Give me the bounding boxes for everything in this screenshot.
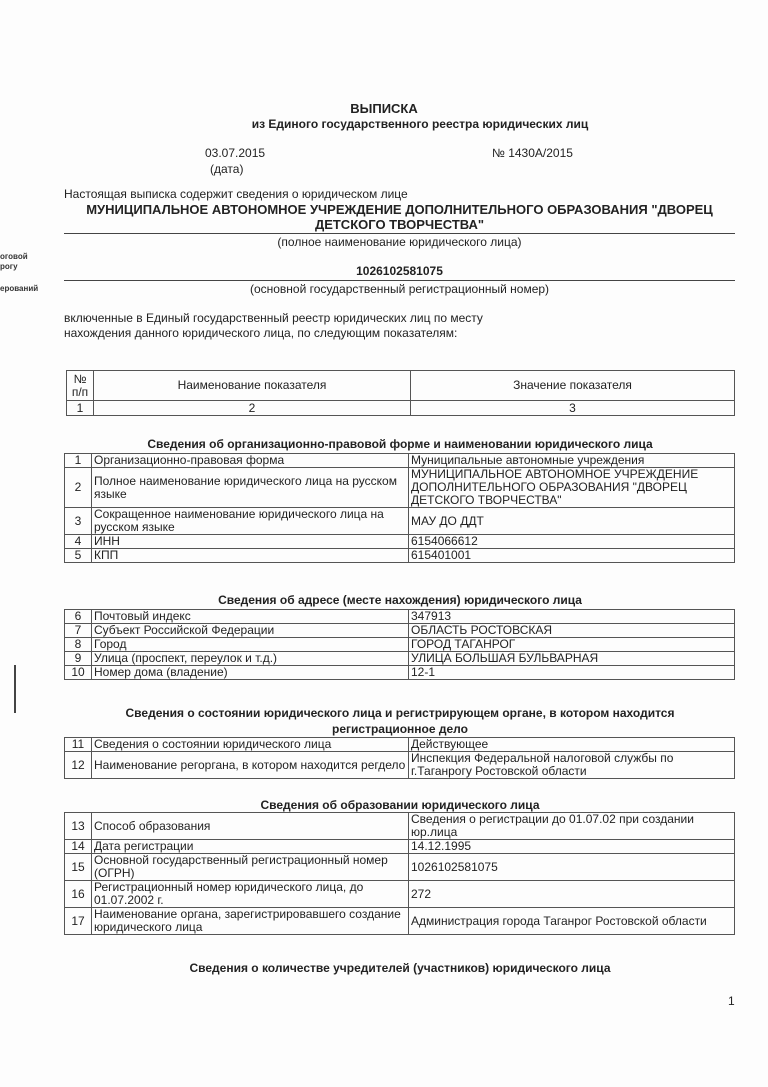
table-row xyxy=(65,813,735,840)
section-table xyxy=(64,453,735,563)
indicator-name: Наименование регоргана, в котором находится регдело xyxy=(92,752,409,779)
indicator-name: Дата регистрации xyxy=(92,840,409,854)
doc-subtitle: из Единого государственного реестра юридических лиц xyxy=(251,117,589,131)
indicator-value: ГОРОД ТАГАНРОГ xyxy=(409,638,735,652)
included-line1: включенные в Единый государственный реестр юридических лиц по месту xyxy=(64,311,483,325)
page-number: 1 xyxy=(728,994,735,1008)
stamp-line: оговой xyxy=(0,252,28,261)
ogrn-value: 1026102581075 xyxy=(356,264,443,278)
row-number: 16 xyxy=(65,881,92,908)
table-row xyxy=(65,652,735,666)
row-number: 6 xyxy=(65,610,92,624)
indicator-value: 14.12.1995 xyxy=(409,840,735,854)
table-row xyxy=(65,752,735,779)
margin-stamp xyxy=(0,252,38,294)
col-value: Значение показателя xyxy=(411,371,735,401)
indicator-value: ОБЛАСТЬ РОСТОВСКАЯ xyxy=(409,624,735,638)
indicator-value: 1026102581075 xyxy=(409,854,735,881)
col-index: 1 xyxy=(67,401,94,416)
divider xyxy=(64,233,735,234)
table-row xyxy=(65,454,735,468)
indicator-name: Улица (проспект, переулок и т.д.) xyxy=(92,652,409,666)
indicator-value: Сведения о регистрации до 01.07.02 при создании юр.лица xyxy=(409,813,735,840)
table-row xyxy=(65,840,735,854)
indicator-value: МАУ ДО ДДТ xyxy=(409,508,735,535)
col-index: 3 xyxy=(411,401,735,416)
date-caption: (дата) xyxy=(210,162,244,176)
org-name-line1: МУНИЦИПАЛЬНОЕ АВТОНОМНОЕ УЧРЕЖДЕНИЕ ДОПОЛНИТЕЛЬНОГО ОБРАЗОВАНИЯ "ДВОРЕЦ xyxy=(86,202,713,217)
indicator-name: Полное наименование юридического лица на русском языке xyxy=(92,468,409,508)
row-number: 12 xyxy=(65,752,92,779)
table-row xyxy=(65,738,735,752)
indicator-name: Основной государственный регистрационный номер (ОГРН) xyxy=(92,854,409,881)
indicator-name: Способ образования xyxy=(92,813,409,840)
indicator-value: Инспекция Федеральной налоговой службы по г.Таганрогу Ростовской области xyxy=(409,752,735,779)
section-table xyxy=(64,737,735,779)
doc-number: № 1430А/2015 xyxy=(492,146,573,160)
table-row xyxy=(65,881,735,908)
section-title: Сведения о состоянии юридического лица и регистрирующем органе, в котором находится регистрационное дело xyxy=(125,706,675,736)
indicator-name: КПП xyxy=(92,549,409,563)
table-row xyxy=(65,624,735,638)
table-row xyxy=(65,610,735,624)
col-name: Наименование показателя xyxy=(94,371,411,401)
indicator-name: Наименование органа, зарегистрировавшего создание юридического лица xyxy=(92,908,409,935)
indicator-name: Регистрационный номер юридического лица, до 01.07.2002 г. xyxy=(92,881,409,908)
table-row xyxy=(65,508,735,535)
row-number: 10 xyxy=(65,666,92,680)
indicator-value: УЛИЦА БОЛЬШАЯ БУЛЬВАРНАЯ xyxy=(409,652,735,666)
doc-title: ВЫПИСКА xyxy=(350,101,418,116)
header-table xyxy=(66,370,735,416)
table-row xyxy=(65,854,735,881)
indicator-name: Город xyxy=(92,638,409,652)
indicator-value: Действующее xyxy=(409,738,735,752)
section-title: Сведения о количестве учредителей (участников) юридического лица xyxy=(189,961,611,975)
indicator-name: Субъект Российской Федерации xyxy=(92,624,409,638)
row-number: 15 xyxy=(65,854,92,881)
table-row xyxy=(65,535,735,549)
stamp-line: рогу xyxy=(0,262,18,271)
indicator-value: 6154066612 xyxy=(409,535,735,549)
row-number: 9 xyxy=(65,652,92,666)
table-row xyxy=(65,468,735,508)
row-number: 17 xyxy=(65,908,92,935)
indicator-name: Организационно-правовая форма xyxy=(92,454,409,468)
table-row xyxy=(65,638,735,652)
indicator-name: Почтовый индекс xyxy=(92,610,409,624)
stamp-line: ерований xyxy=(0,284,39,293)
col-no: № п/п xyxy=(67,371,94,401)
indicator-value: 12-1 xyxy=(409,666,735,680)
indicator-value: Муниципальные автономные учреждения xyxy=(409,454,735,468)
row-number: 5 xyxy=(65,549,92,563)
row-number: 2 xyxy=(65,468,92,508)
row-number: 8 xyxy=(65,638,92,652)
row-number: 3 xyxy=(65,508,92,535)
indicator-name: ИНН xyxy=(92,535,409,549)
indicator-name: Сведения о состоянии юридического лица xyxy=(92,738,409,752)
row-number: 4 xyxy=(65,535,92,549)
divider xyxy=(64,280,735,281)
indicator-value: 615401001 xyxy=(409,549,735,563)
intro-text: Настоящая выписка содержит сведения о юридическом лице xyxy=(64,187,408,201)
section-title: Сведения об адресе (месте нахождения) юридического лица xyxy=(218,593,582,607)
indicator-value: Администрация города Таганрог Ростовской области xyxy=(409,908,735,935)
included-line2: нахождения данного юридического лица, по следующим показателям: xyxy=(64,326,458,340)
row-number: 13 xyxy=(65,813,92,840)
section-title: Сведения об организационно-правовой форме и наименовании юридического лица xyxy=(147,437,653,451)
row-number: 14 xyxy=(65,840,92,854)
ogrn-caption: (основной государственный регистрационный номер) xyxy=(249,282,550,296)
row-number: 11 xyxy=(65,738,92,752)
table-row xyxy=(65,666,735,680)
org-name-line2: ДЕТСКОГО ТВОРЧЕСТВА" xyxy=(314,217,485,232)
indicator-value: МУНИЦИПАЛЬНОЕ АВТОНОМНОЕ УЧРЕЖДЕНИЕ ДОПОЛНИТЕЛЬНОГО ОБРАЗОВАНИЯ "ДВОРЕЦ ДЕТСКОГО ТВОРЧЕСТВА" xyxy=(409,468,735,508)
table-row xyxy=(65,908,735,935)
row-number: 7 xyxy=(65,624,92,638)
scan-mark xyxy=(14,665,16,713)
table-row xyxy=(65,549,735,563)
indicator-value: 272 xyxy=(409,881,735,908)
row-number: 1 xyxy=(65,454,92,468)
section-table xyxy=(64,812,735,935)
indicator-name: Сокращенное наименование юридического лица на русском языке xyxy=(92,508,409,535)
col-index: 2 xyxy=(94,401,411,416)
section-table xyxy=(64,609,735,680)
section-title: Сведения об образовании юридического лица xyxy=(260,798,540,812)
doc-date: 03.07.2015 xyxy=(205,146,266,160)
org-name-caption: (полное наименование юридического лица) xyxy=(277,235,522,249)
indicator-value: 347913 xyxy=(409,610,735,624)
indicator-name: Номер дома (владение) xyxy=(92,666,409,680)
